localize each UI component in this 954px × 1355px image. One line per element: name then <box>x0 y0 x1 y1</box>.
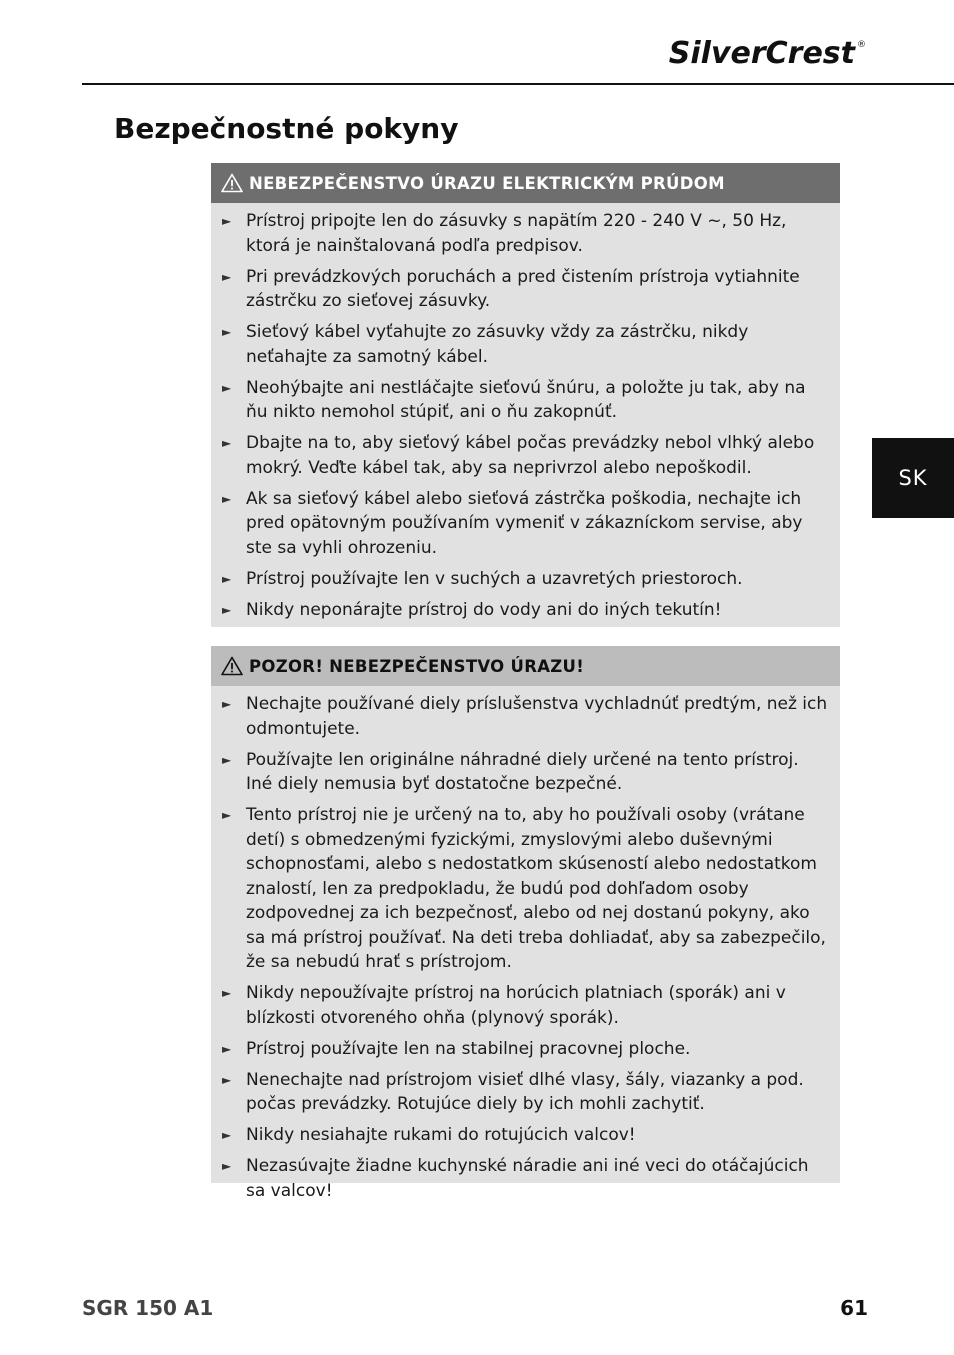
list-item <box>219 320 830 369</box>
list-item-text: Prístroj používajte len na stabilnej pracovnej ploche. <box>246 1038 691 1059</box>
list-item <box>219 981 830 1030</box>
list-item <box>219 1068 830 1117</box>
list-item-text: Nechajte používané diely príslušenstva vychladnúť predtým, než ich odmontujete. <box>246 694 828 739</box>
bullet-arrow-icon: ► <box>222 1128 232 1142</box>
bullet-arrow-icon: ► <box>222 491 232 506</box>
bullet-arrow-icon: ► <box>222 380 232 395</box>
list-item <box>219 1154 830 1203</box>
list-item <box>219 431 830 480</box>
model-number: SGR 150 A1 <box>82 1296 214 1320</box>
list-item-text: Sieťový kábel vyťahujte zo zásuvky vždy za zástrčku, nikdy neťahajte za samotný kábel. <box>246 322 749 367</box>
bullet-arrow-icon: ► <box>222 436 232 450</box>
language-tab: SK <box>872 438 954 518</box>
list-item <box>219 1123 830 1148</box>
warning-box-electric <box>211 163 840 627</box>
warning-triangle-icon <box>221 173 243 193</box>
warning-heading-bar <box>211 646 840 686</box>
bullet-arrow-icon: ► <box>222 986 232 1000</box>
warning-box-injury <box>211 646 840 1201</box>
page-title: Bezpečnostné pokyny <box>114 112 459 145</box>
bullet-arrow-icon: ► <box>222 269 232 284</box>
list-item <box>219 598 830 623</box>
bullet-arrow-icon: ► <box>222 808 232 822</box>
warning-heading: POZOR! NEBEZPEČENSTVO ÚRAZU! <box>249 656 585 676</box>
list-item <box>219 209 830 258</box>
list-item-text: Prístroj používajte len v suchých a uzavretých priestoroch. <box>246 568 743 589</box>
list-item-text: Nikdy neponárajte prístroj do vody ani do iných tekutín! <box>246 599 722 620</box>
list-item-text: Prístroj pripojte len do zásuvky s napätím 220 - 240 V ~, 50 Hz, ktorá je nainštalovaná podľa predpisov. <box>246 211 787 256</box>
list-item <box>219 1037 830 1062</box>
list-item-text: Neohýbajte ani nestláčajte sieťovú šnúru, a položte ju tak, aby na ňu nikto nemohol stúpiť, ani o ňu zakopnúť. <box>246 377 806 422</box>
list-item <box>219 487 830 561</box>
list-item <box>219 376 830 425</box>
warning-heading-bar <box>211 163 840 203</box>
list-item-text: Nikdy nepoužívajte prístroj na horúcich platniach (sporák) ani v blízkosti otvoreného ohňa (plynový sporák). <box>246 983 786 1028</box>
list-item-text: Nenechajte nad prístrojom visieť dlhé vlasy, šály, viazanky a pod. počas prevádzky. Rotujúce diely by ich mohli zachytiť. <box>246 1069 804 1114</box>
list-item-text: Dbajte na to, aby sieťový kábel počas prevádzky nebol vlhký alebo mokrý. Veďte kábel tak, aby sa neprivrzol alebo nepoškodil. <box>246 433 815 478</box>
list-item <box>219 567 830 592</box>
registered-mark: ® <box>857 40 866 50</box>
list-item-text: Nikdy nesiahajte rukami do rotujúcich valcov! <box>246 1125 636 1145</box>
list-item-text: Ak sa sieťový kábel alebo sieťová zástrčka poškodia, nechajte ich pred opätovným používaním vymeniť v zákazníckom servise, aby ste sa vyhli ohrozeniu. <box>246 488 803 558</box>
list-item <box>219 803 830 975</box>
list-item <box>219 265 830 314</box>
instruction-list <box>211 203 840 622</box>
brand-name: SilverCrest <box>668 36 855 71</box>
header-rule <box>82 83 954 85</box>
list-item-text: Pri prevádzkových poruchách a pred čistením prístroja vytiahnite zástrčku zo sieťovej zásuvky. <box>246 266 800 311</box>
bullet-arrow-icon: ► <box>222 571 232 586</box>
bullet-arrow-icon: ► <box>222 697 232 711</box>
bullet-arrow-icon: ► <box>222 752 232 767</box>
list-item-text: Používajte len originálne náhradné diely určené na tento prístroj. Iné diely nemusia byť dostatočne bezpečné. <box>246 749 799 794</box>
instruction-list <box>211 686 840 1203</box>
warning-heading: NEBEZPEČENSTVO ÚRAZU ELEKTRICKÝM PRÚDOM <box>249 173 725 193</box>
bullet-arrow-icon: ► <box>222 1041 232 1056</box>
bullet-arrow-icon: ► <box>222 602 232 617</box>
bullet-arrow-icon: ► <box>222 325 232 339</box>
bullet-arrow-icon: ► <box>222 1159 232 1173</box>
warning-triangle-icon <box>221 656 243 676</box>
bullet-arrow-icon: ► <box>222 214 232 228</box>
list-item <box>219 748 830 797</box>
list-item <box>219 692 830 741</box>
list-item-text: Tento prístroj nie je určený na to, aby ho používali osoby (vrátane detí) s obmedzenými fyzickými, zmyslovými alebo duševnými schopnosťami, alebo s nedostatkom skúseností alebo nedostatkom znalostí, len za predpokladu, že budú pod dohľadom osoby zodpovednej za ich bezpečnosť, alebo od nej dostanú pokyny, ako sa má prístroj používať. Na deti treba dohliadať, aby sa zabezpečilo, že sa nebudú hrať s prístrojom. <box>246 805 826 972</box>
page-number: 61 <box>840 1296 868 1320</box>
bullet-arrow-icon: ► <box>222 1072 232 1087</box>
list-item-text: Nezasúvajte žiadne kuchynské náradie ani iné veci do otáčajúcich sa valcov! <box>246 1156 809 1201</box>
brand-logo <box>669 36 864 71</box>
